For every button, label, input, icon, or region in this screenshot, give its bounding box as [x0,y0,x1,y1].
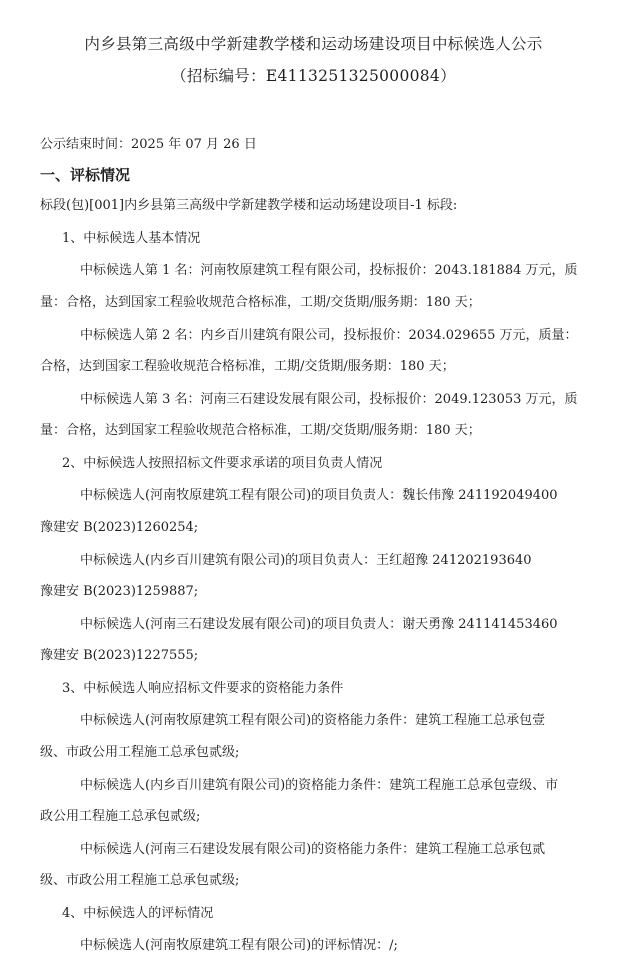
qualification-2-line1: 中标候选人(内乡百川建筑有限公司)的资格能力条件：建筑工程施工总承包壹级、市 [80,778,559,793]
manager-1-line2: 豫建安 B(2023)1260254; [40,520,199,535]
document-title: 内乡县第三高级中学新建教学楼和运动场建设项目中标候选人公示 [84,35,543,53]
candidate-3-line2: 量：合格，达到国家工程验收规范合格标准，工期/交货期/服务期：180 天； [40,423,481,438]
qualification-1-line2: 级、市政公用工程施工总承包贰级; [40,745,240,760]
manager-2-line2: 豫建安 B(2023)1259887; [40,584,199,599]
section-heading-evaluation: 一、评标情况 [40,166,131,184]
tender-number: （招标编号：E4113251325000084） [171,67,456,85]
candidate-2-line1: 中标候选人第 2 名：内乡百川建筑有限公司，投标报价：2034.029655 万元，质量： [80,328,578,343]
evaluation-1-line1: 中标候选人(河南牧原建筑工程有限公司)的评标情况：/; [80,938,398,953]
candidate-1-line2: 量：合格，达到国家工程验收规范合格标准，工期/交货期/服务期：180 天； [40,295,481,310]
qualification-3-line1: 中标候选人(河南三石建设发展有限公司)的资格能力条件：建筑工程施工总承包贰 [80,842,546,857]
manager-2-line1: 中标候选人(内乡百川建筑有限公司)的项目负责人：王红超豫 241202193640 [80,553,532,568]
candidate-1-line1: 中标候选人第 1 名：河南牧原建筑工程有限公司，投标报价：2043.181884 万元，质 [80,263,578,278]
subheading-evaluation-result: 4、中标候选人的评标情况 [62,906,214,921]
notice-end-time: 公示结束时间：2025 年 07 月 26 日 [40,137,257,152]
qualification-2-line2: 政公用工程施工总承包贰级; [40,809,201,824]
manager-3-line1: 中标候选人(河南三石建设发展有限公司)的项目负责人：谢天勇豫 241141453460 [80,617,558,632]
subheading-basic-info: 1、中标候选人基本情况 [62,231,201,246]
subheading-project-manager: 2、中标候选人按照招标文件要求承诺的项目负责人情况 [62,456,383,471]
manager-3-line2: 豫建安 B(2023)1227555; [40,648,199,663]
qualification-3-line2: 级、市政公用工程施工总承包贰级; [40,873,240,888]
qualification-1-line1: 中标候选人(河南牧原建筑工程有限公司)的资格能力条件：建筑工程施工总承包壹 [80,713,546,728]
lot-line: 标段(包)[001]内乡县第三高级中学新建教学楼和运动场建设项目-1 标段: [40,198,458,213]
manager-1-line1: 中标候选人(河南牧原建筑工程有限公司)的项目负责人：魏长伟豫 241192049400 [80,488,558,503]
candidate-2-line2: 合格，达到国家工程验收规范合格标准，工期/交货期/服务期：180 天； [40,359,455,374]
subheading-qualification: 3、中标候选人响应招标文件要求的资格能力条件 [62,681,344,696]
candidate-3-line1: 中标候选人第 3 名：河南三石建设发展有限公司，投标报价：2049.123053 万元，质 [80,392,578,407]
